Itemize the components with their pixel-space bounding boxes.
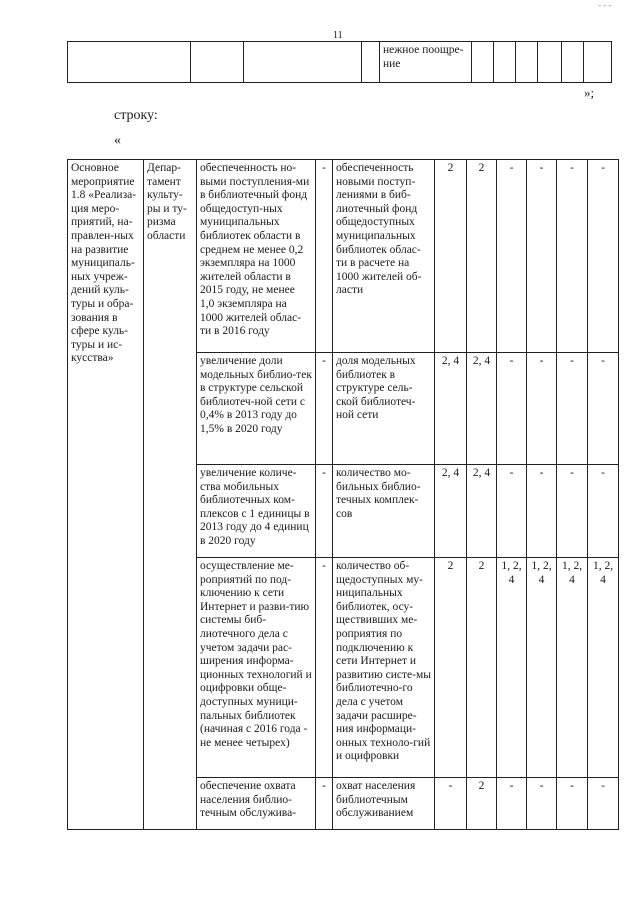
- value-cell: 1, 2, 4: [527, 558, 557, 778]
- mark-cell: -: [316, 465, 333, 558]
- value-cell: -: [497, 465, 527, 558]
- value-cell: 1, 2, 4: [557, 558, 588, 778]
- value-cell: -: [497, 353, 527, 465]
- value-cell: -: [527, 353, 557, 465]
- instruction-text: строку:: [114, 108, 158, 123]
- value-cell: 2: [467, 558, 497, 778]
- value-cell: 2: [435, 558, 467, 778]
- value-cell: 1, 2, 4: [497, 558, 527, 778]
- executor-cell: Депар-тамент культу-ры и ту-ризма области: [144, 160, 197, 830]
- value-cell: 2, 4: [467, 353, 497, 465]
- value-cell: 2, 4: [435, 465, 467, 558]
- fragment-cell: [516, 42, 538, 83]
- value-cell: 2: [435, 160, 467, 353]
- indicator-cell: количество об-щедоступных му-ниципальных библиотек, осу-ществивших ме-роприятия по подключению к сети Интернет и развитию систе-мы библиотечно-го дела с учетом задачи расшире-ния информаци-онных техноло-гий и оцифровки: [333, 558, 435, 778]
- result-cell: увеличение количе-ства мобильных библиотечных ком-плексов с 1 единицы в 2013 году до 4 единиц в 2020 году: [197, 465, 316, 558]
- value-cell: -: [557, 465, 588, 558]
- value-cell: -: [527, 465, 557, 558]
- corner-mark: - - -: [598, 0, 612, 10]
- value-cell: 1, 2, 4: [588, 558, 619, 778]
- value-cell: -: [497, 778, 527, 830]
- result-cell: обеспеченность но-выми поступления-ми в библиотечный фонд общедоступ-ных муниципальных библиотек области в среднем не менее 0,2 экземпляра на 1000 жителей области в 2015 году, не менее 1,0 экземпляра на 1000 жителей облас-ти в 2016 году: [197, 160, 316, 353]
- value-cell: -: [527, 778, 557, 830]
- value-cell: -: [497, 160, 527, 353]
- measure-name-cell: Основное мероприятие 1.8 «Реализа-ция меро-приятий, на-правлен-ных на развитие муниципаль-ных учреж-дений куль-туры и обра-зования в сфере куль-туры и ис-кусства»: [68, 160, 144, 830]
- value-cell: -: [557, 160, 588, 353]
- value-cell: 2: [467, 160, 497, 353]
- value-cell: -: [588, 160, 619, 353]
- table-row: [68, 160, 619, 353]
- mark-cell: -: [316, 353, 333, 465]
- fragment-cell: [191, 42, 244, 83]
- indicator-cell: доля модельных библиотек в структуре сель-ской библиотеч-ной сети: [333, 353, 435, 465]
- fragment-cell: [538, 42, 562, 83]
- fragment-cell: [244, 42, 362, 83]
- value-cell: -: [588, 778, 619, 830]
- value-cell: 2, 4: [435, 353, 467, 465]
- result-cell: осуществление ме-роприятий по под-ключению к сети Интернет и разви-тию системы биб-лиотечного дела с учетом задачи рас-ширения информа-ционных технологий и оцифровки обще-доступных муници-пальных библиотек (начиная с 2016 года - не менее четырех): [197, 558, 316, 778]
- fragment-cell: [68, 42, 191, 83]
- measures-table: [67, 159, 619, 830]
- indicator-cell: охват населения библиотечным обслуживанием: [333, 778, 435, 830]
- value-cell: -: [588, 465, 619, 558]
- value-cell: -: [557, 778, 588, 830]
- indicator-cell: обеспеченность новыми поступ-лениями в биб-лиотечный фонд общедоступных муниципальных библиотек облас-ти в расчете на 1000 жителей об-ласти: [333, 160, 435, 353]
- result-cell: увеличение доли модельных библио-тек в структуре сельской библиотеч-ной сети с 0,4% в 2013 году до 1,5% в 2020 году: [197, 353, 316, 465]
- value-cell: -: [435, 778, 467, 830]
- fragment-cell: [562, 42, 584, 83]
- result-cell: обеспечение охвата населения библио-течным обслужива-: [197, 778, 316, 830]
- opening-quote: «: [114, 133, 121, 148]
- fragment-cell: [584, 42, 612, 83]
- fragment-cell: [494, 42, 516, 83]
- fragment-indicator-cell: нежное поощре-ние: [380, 42, 472, 83]
- page-number: 11: [333, 30, 343, 41]
- value-cell: -: [527, 160, 557, 353]
- value-cell: -: [557, 353, 588, 465]
- value-cell: 2: [467, 778, 497, 830]
- mark-cell: -: [316, 778, 333, 830]
- mark-cell: -: [316, 160, 333, 353]
- value-cell: -: [588, 353, 619, 465]
- closing-quote: »;: [584, 85, 595, 100]
- value-cell: 2, 4: [467, 465, 497, 558]
- mark-cell: -: [316, 558, 333, 778]
- fragment-cell: [472, 42, 494, 83]
- previous-table-fragment: [67, 41, 612, 83]
- fragment-cell: [362, 42, 380, 83]
- indicator-cell: количество мо-бильных библио-течных комплек-сов: [333, 465, 435, 558]
